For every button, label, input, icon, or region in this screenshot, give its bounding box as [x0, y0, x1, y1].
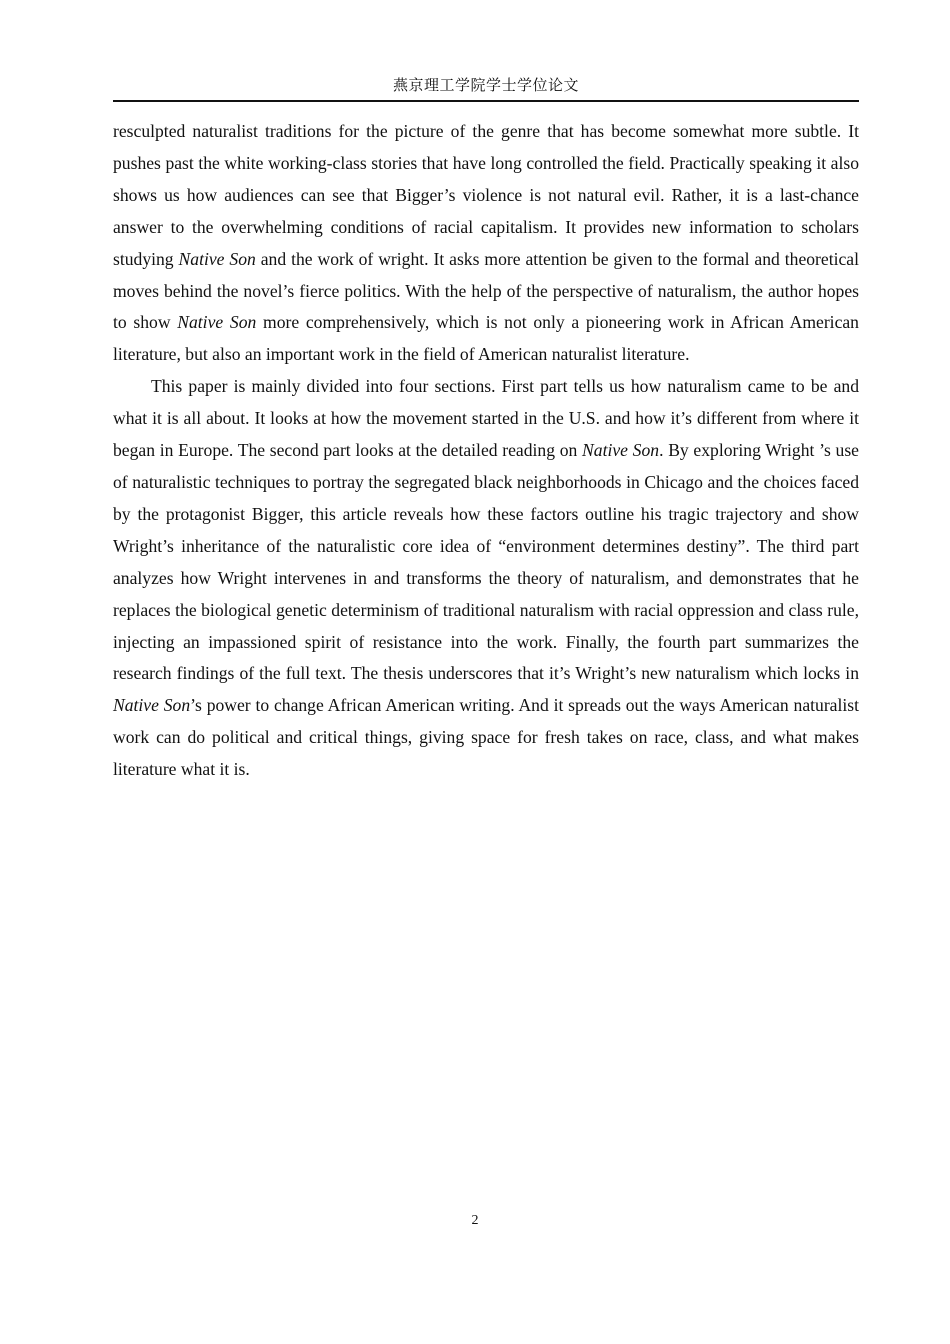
text-segment: This paper is mainly divided into four sections. First part tells us how naturalism came to be and what it is all about. It looks at how the movement started in the U.S. and how it’s different from where it began in Europe. The second part looks at the detailed reading on: [113, 376, 859, 461]
header-rule: [113, 100, 859, 102]
paragraph-2: [113, 371, 859, 786]
body-text: [113, 116, 859, 786]
page-header: 燕京理工学院学士学位论文: [392, 78, 579, 94]
book-title: Native Son: [582, 440, 660, 461]
text-segment: . By exploring Wright ’s use of naturalistic techniques to portray the segregated black neighborhoods in Chicago and the choices faced by the protagonist Bigger, this article reveals how these factors outline his tragic trajectory and show Wright’s inheritance of the naturalistic core idea of “environment determines destiny”. The third part analyzes how Wright intervenes in and transforms the theory of naturalism, and demonstrates that he replaces the biological genetic determinism of traditional naturalism with racial oppression and class rule, injecting an impassioned spirit of resistance into the work. Finally, the fourth part summarizes the research findings of the full text. The thesis underscores that it’s Wright’s new naturalism which locks in: [113, 440, 859, 684]
book-title: Native Son: [177, 312, 257, 333]
text-segment: and the work of wright. It asks more attention be given to the formal and theoretical moves behind the novel’s fierce politics. With the help of the perspective of naturalism, the author hopes to show: [113, 248, 859, 333]
paragraph-1: [113, 116, 859, 371]
text-segment: ’s power to change African American writing. And it spreads out the ways American naturalist work can do political and critical things, giving space for fresh takes on race, class, and what makes literature what it is.: [113, 695, 859, 780]
page-number: 2: [471, 1213, 479, 1228]
book-title: Native Son: [178, 248, 256, 269]
text-segment: resculpted naturalist traditions for the picture of the genre that has become somewhat more subtle. It pushes past the white working-class stories that have long controlled the field. Practically speaking it also shows us how audiences can see that Bigger’s violence is not natural evil. Rather, it is a last-chance answer to the overwhelming conditions of racial capitalism. It provides new information to scholars studying: [113, 121, 859, 269]
book-title: Native Son: [113, 695, 191, 716]
text-segment: more comprehensively, which is not only a pioneering work in African American literature, but also an important work in the field of American naturalist literature.: [113, 312, 859, 365]
